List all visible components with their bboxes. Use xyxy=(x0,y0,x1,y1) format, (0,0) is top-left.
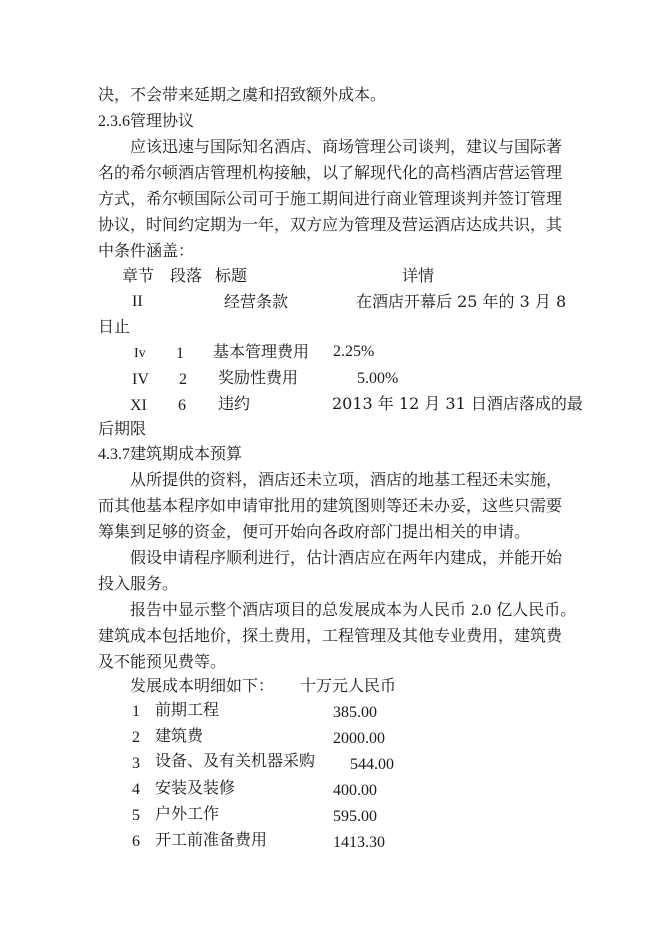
row-amount: 385.00 xyxy=(333,704,377,721)
row-title: 奖励性费用 xyxy=(218,368,299,387)
row-number: 6 xyxy=(132,833,140,850)
paragraph-line: 及不能预见费等。 xyxy=(98,652,227,671)
row-amount: 1413.30 xyxy=(333,834,385,851)
header-title: 标题 xyxy=(215,266,248,285)
paragraph-line: 而其他基本程序如申请审批用的建筑图则等还未办妥，这些只需要 xyxy=(98,496,563,515)
paragraph-line: 协议，时间约定期为一年，双方应为管理及营运酒店达成共识，其 xyxy=(98,215,563,234)
paragraph-line: 名的希尔顿酒店管理机构接触，以了解现代化的高档酒店营运管理 xyxy=(98,163,563,182)
row-detail-continued: 日止 xyxy=(98,317,131,336)
row-detail: 在酒店开幕后 25 年的 3 月 8 xyxy=(356,292,567,311)
section-number: 4.3.7 xyxy=(98,446,130,463)
row-item: 安装及装修 xyxy=(155,778,236,797)
paragraph-line: 从所提供的资料，酒店还未立项，酒店的地基工程还未实施， xyxy=(130,470,563,489)
section-title: 建筑期成本预算 xyxy=(130,444,243,463)
section-heading-4-3-7 xyxy=(98,444,242,465)
row-title: 基本管理费用 xyxy=(213,342,310,361)
row-item: 建筑费 xyxy=(155,726,204,745)
section-number: 2.3.6 xyxy=(98,113,130,130)
paragraph-line: 建筑成本包括地价，探土费用，工程管理及其他专业费用，建筑费 xyxy=(98,626,563,645)
row-number: 4 xyxy=(132,781,140,798)
row-paragraph: 6 xyxy=(178,397,186,414)
row-chapter: II xyxy=(132,293,143,310)
row-detail: 5.00% xyxy=(357,370,399,387)
row-title: 经营条款 xyxy=(224,292,289,311)
row-detail: 2.25% xyxy=(333,343,375,360)
paragraph-line: 应该迅速与国际知名酒店、商场管理公司谈判，建议与国际著 xyxy=(130,137,563,156)
row-item: 开工前准备费用 xyxy=(155,830,268,849)
row-detail-continued: 后期限 xyxy=(98,419,147,438)
row-amount: 595.00 xyxy=(333,808,377,825)
row-title: 违约 xyxy=(218,394,251,413)
row-item: 户外工作 xyxy=(155,804,220,823)
row-number: 2 xyxy=(132,729,140,746)
paragraph-line: 决，不会带来延期之虞和招致额外成本。 xyxy=(98,85,387,104)
row-chapter: XI xyxy=(130,397,147,414)
total-cost-value: 2.0 xyxy=(471,602,492,619)
section-title: 管理协议 xyxy=(130,111,195,130)
row-number: 1 xyxy=(132,703,140,720)
row-paragraph: 1 xyxy=(176,345,184,362)
row-number: 3 xyxy=(132,755,140,772)
paragraph-line: 假设申请程序顺利进行，估计酒店应在两年内建成，并能开始 xyxy=(130,548,563,567)
row-number: 5 xyxy=(132,807,140,824)
paragraph-line xyxy=(130,600,576,621)
row-chapter: Iv xyxy=(134,346,146,361)
paragraph-line: 筹集到足够的资金，便可开始向各政府部门提出相关的申请。 xyxy=(98,522,531,541)
text-run: 报告中显示整个酒店项目的总发展成本为人民币 xyxy=(130,600,467,619)
row-paragraph: 2 xyxy=(179,371,187,388)
text-run: 亿人民币。 xyxy=(496,600,577,619)
row-amount: 544.00 xyxy=(350,756,394,773)
paragraph-line: 方式，希尔顿国际公司可于施工期间进行商业管理谈判并签订管理 xyxy=(98,189,563,208)
row-detail: 2013 年 12 月 31 日酒店落成的最 xyxy=(332,394,583,413)
cost-table-unit: 十万元人民币 xyxy=(300,676,397,695)
paragraph-line: 投入服务。 xyxy=(98,574,179,593)
row-item: 设备、及有关机器采购 xyxy=(155,751,316,770)
header-detail: 详情 xyxy=(402,266,435,285)
row-chapter: IV xyxy=(132,371,149,388)
section-heading-2-3-6 xyxy=(98,111,194,132)
cost-table-intro: 发展成本明细如下： xyxy=(130,676,275,695)
row-amount: 2000.00 xyxy=(333,730,385,747)
header-chapter: 章节 xyxy=(122,266,155,285)
paragraph-line: 中条件涵盖： xyxy=(98,241,195,260)
row-item: 前期工程 xyxy=(155,700,220,719)
header-paragraph: 段落 xyxy=(170,266,203,285)
row-amount: 400.00 xyxy=(333,782,377,799)
